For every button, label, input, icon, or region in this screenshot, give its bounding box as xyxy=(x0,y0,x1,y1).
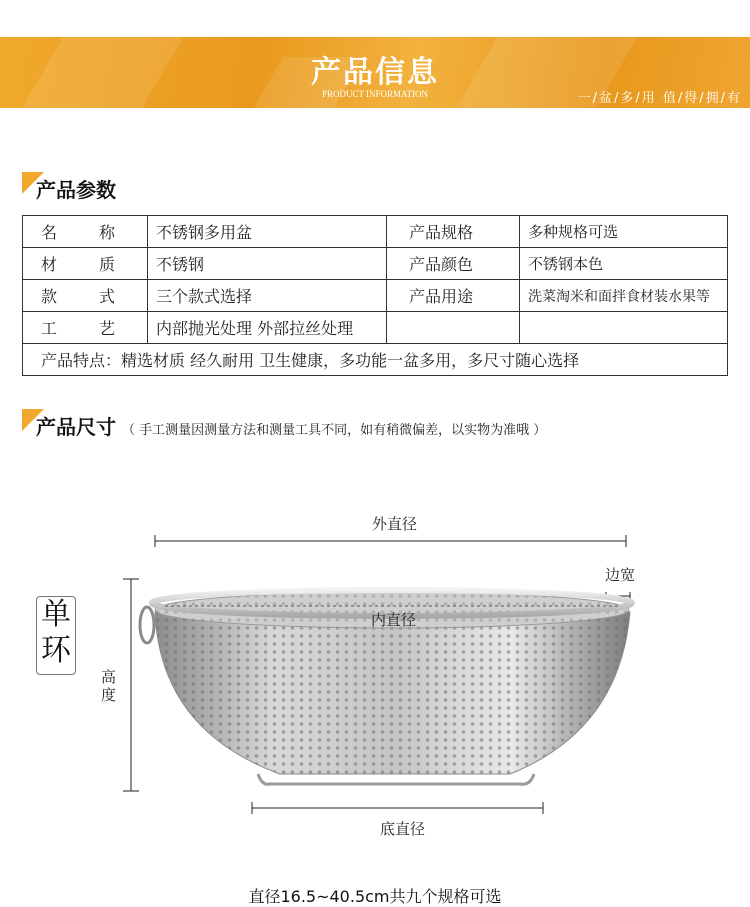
table-row xyxy=(23,344,728,376)
rim-width-label: 边宽 xyxy=(605,566,636,584)
param-key: 产品颜色 xyxy=(387,248,520,280)
outer-diameter-label: 外直径 xyxy=(372,515,418,533)
banner-slogan: 一/盆/多/用 值/得/拥/有 xyxy=(577,91,742,106)
single-ring-badge xyxy=(36,596,76,675)
height-label-1: 高 xyxy=(101,668,117,686)
banner-title: 产品信息 xyxy=(311,55,439,90)
param-value: 三个款式选择 xyxy=(148,280,387,312)
table-row xyxy=(23,280,728,312)
features-cell: 产品特点：精选材质 经久耐用 卫生健康，多功能一盆多用，多尺寸随心选择 xyxy=(23,344,728,376)
param-value: 内部抛光处理 外部拉丝处理 xyxy=(148,312,387,344)
param-value: 不锈钢 xyxy=(148,248,387,280)
size-caption: 直径16.5~40.5cm共九个规格可选 xyxy=(248,887,502,906)
param-value: 不锈钢多用盆 xyxy=(148,216,387,248)
ring-handle xyxy=(140,607,154,643)
height-label-2: 度 xyxy=(101,686,117,704)
size-diagram xyxy=(0,440,750,907)
param-key: 名 称 xyxy=(23,216,148,248)
bowl-feet xyxy=(258,774,534,784)
param-key: 产品用途 xyxy=(387,280,520,312)
inner-diameter-label: 内直径 xyxy=(371,611,417,629)
table-row xyxy=(23,312,728,344)
header-banner xyxy=(0,37,750,108)
badge-char: 单 xyxy=(41,597,71,632)
banner-subtitle: PRODUCT INFORMATION xyxy=(321,89,429,99)
param-value: 多种规格可选 xyxy=(520,216,728,248)
params-section-title: 产品参数 xyxy=(36,178,116,202)
table-row xyxy=(23,216,728,248)
param-key xyxy=(387,312,520,344)
bottom-diameter-label: 底直径 xyxy=(380,820,426,838)
size-section-title: 产品尺寸 （ 手工测量因测量方法和测量工具不同，如有稍微偏差，以实物为准哦 ） xyxy=(36,415,547,439)
size-section-note: （ 手工测量因测量方法和测量工具不同，如有稍微偏差，以实物为准哦 ） xyxy=(122,423,547,438)
param-value xyxy=(520,312,728,344)
param-key: 款 式 xyxy=(23,280,148,312)
param-key: 材 质 xyxy=(23,248,148,280)
badge-char: 环 xyxy=(41,633,71,668)
param-key: 产品规格 xyxy=(387,216,520,248)
param-value: 洗菜淘米和面拌食材装水果等 xyxy=(520,280,728,312)
table-row xyxy=(23,248,728,280)
param-key: 工 艺 xyxy=(23,312,148,344)
param-value: 不锈钢本色 xyxy=(520,248,728,280)
params-table xyxy=(22,215,728,376)
